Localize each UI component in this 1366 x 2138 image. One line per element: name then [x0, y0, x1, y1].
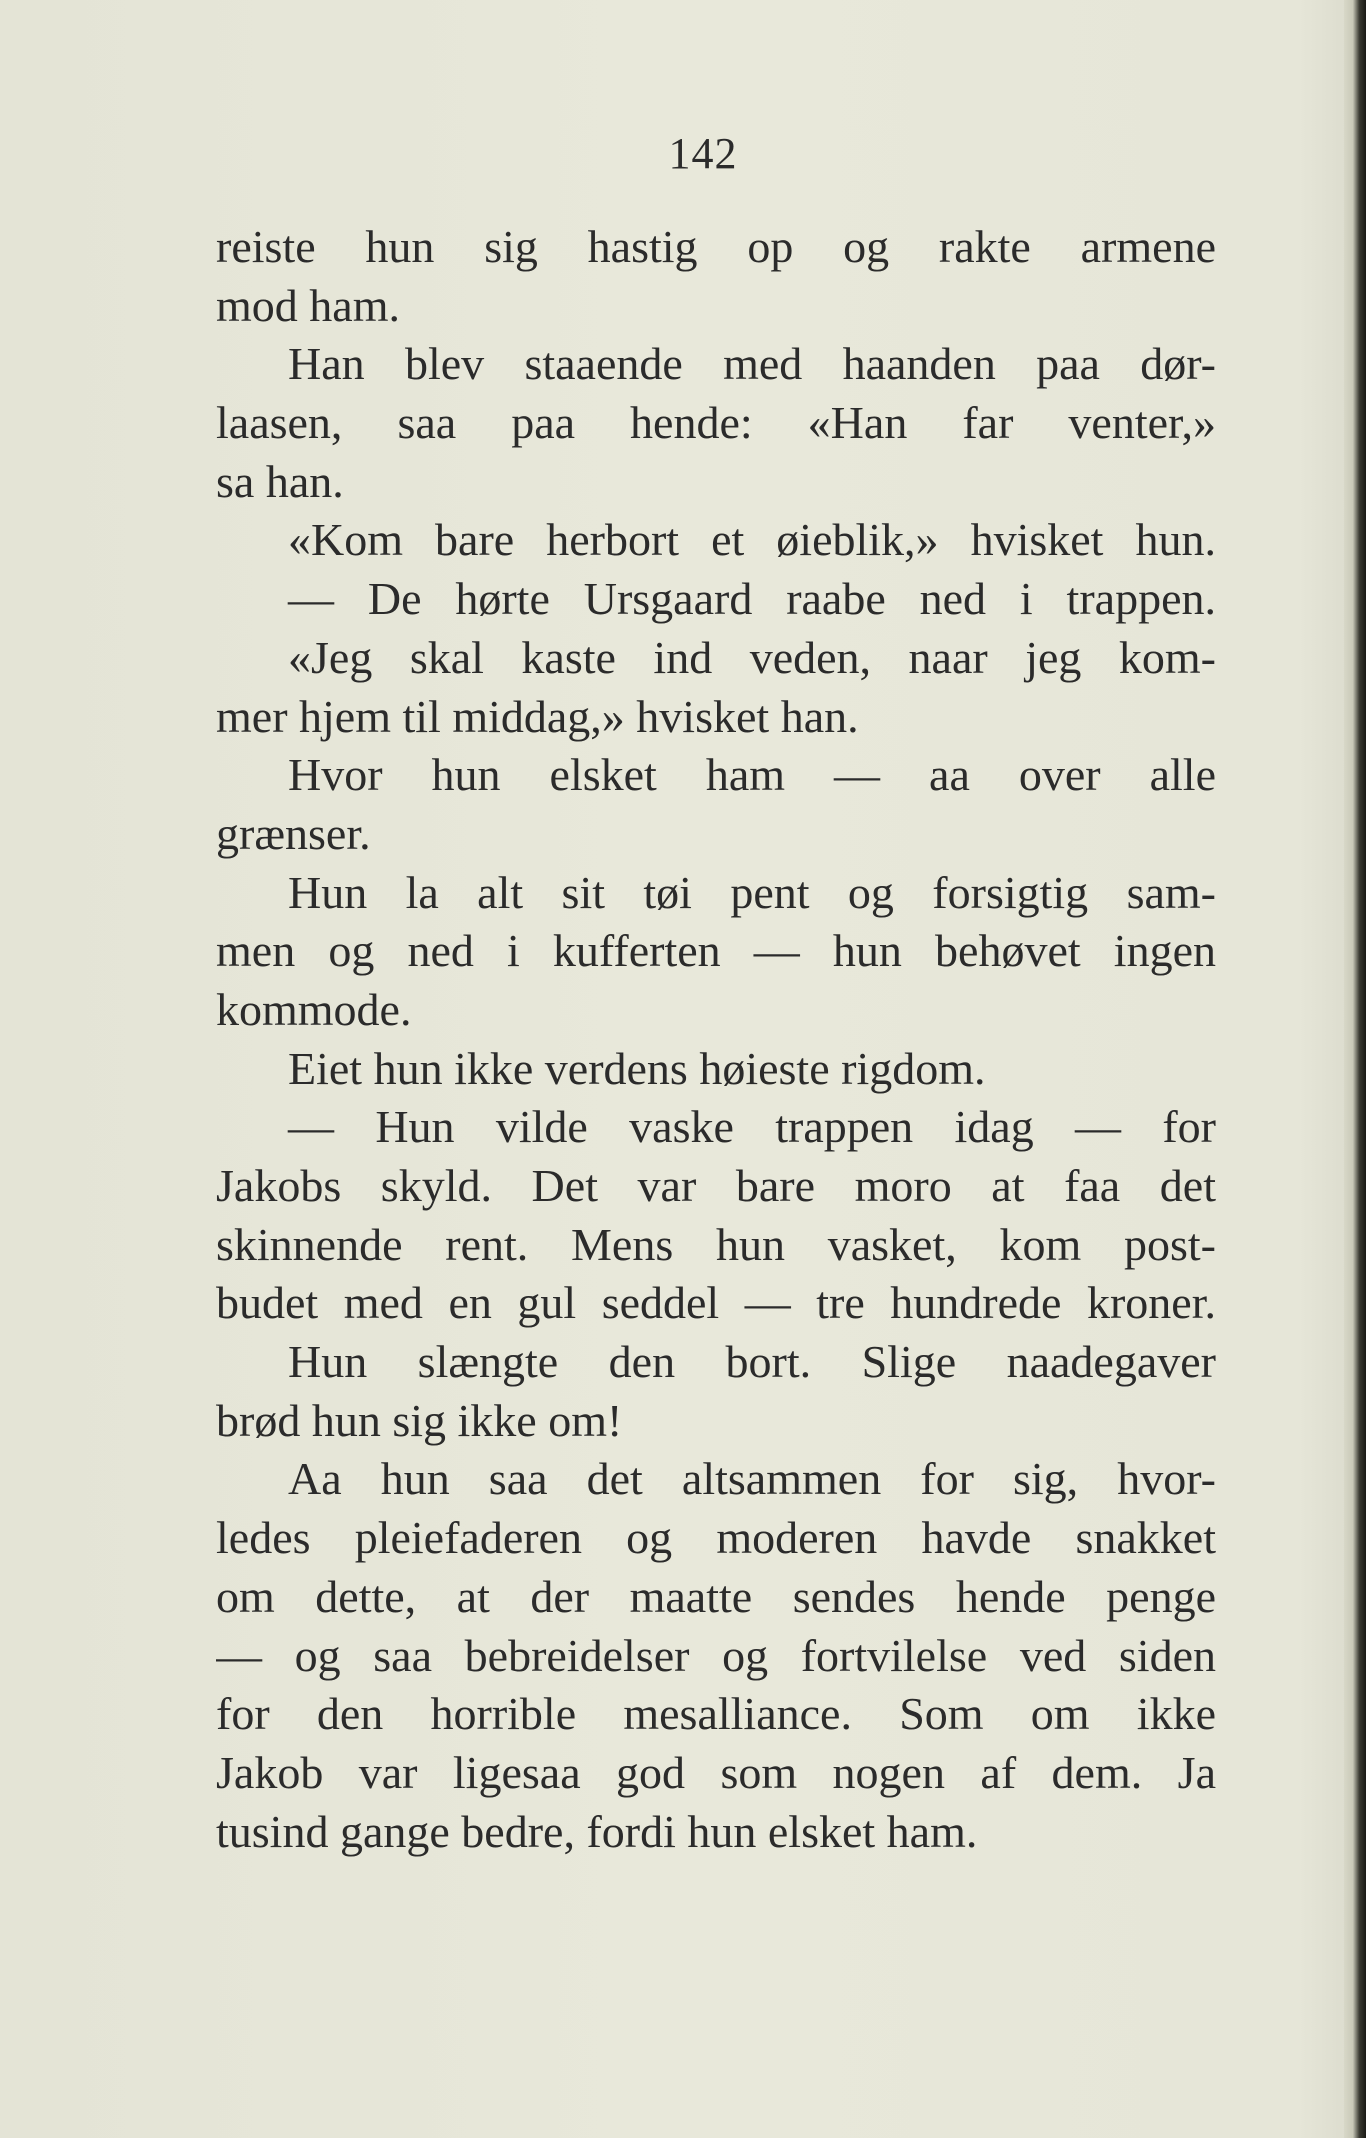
text-line: om dette, at der maatte sendes hende penge — [216, 1570, 1216, 1622]
text-line: tusind gange bedre, fordi hun elsket ham. — [216, 1805, 978, 1857]
text-line: Hun la alt sit tøi pent og forsigtig sam- — [288, 866, 1216, 918]
page-number: 142 — [668, 129, 738, 178]
text-line: Jakob var ligesaa god som nogen af dem. Ja — [216, 1746, 1216, 1798]
text-line: Hvor hun elsket ham — aa over alle — [288, 749, 1216, 801]
text-line: budet med en gul seddel — tre hundrede kroner. — [216, 1277, 1216, 1329]
text-line: Eiet hun ikke verdens høieste rigdom. — [288, 1042, 986, 1094]
text-line: reiste hun sig hastig op og rakte armene — [216, 221, 1216, 272]
text-line: «Jeg skal kaste ind veden, naar jeg kom- — [288, 631, 1216, 683]
body-text — [216, 218, 1216, 1861]
text-line: Han blev staaende med haanden paa dør- — [288, 338, 1216, 390]
text-line: «Kom bare herbort et øieblik,» hvisket hun. — [288, 514, 1216, 566]
text-line: laasen, saa paa hende: «Han far venter,» — [216, 397, 1216, 449]
text-line: Aa hun saa det altsammen for sig, hvor- — [288, 1453, 1216, 1505]
text-line: sa han. — [216, 455, 344, 507]
text-line: for den horrible mesalliance. Som om ikke — [216, 1688, 1216, 1740]
text-line: mer hjem til middag,» hvisket han. — [216, 690, 859, 742]
text-line: brød hun sig ikke om! — [216, 1394, 623, 1446]
text-line: — og saa bebreidelser og fortvilelse ved siden — [216, 1629, 1216, 1681]
text-line: Hun slængte den bort. Slige naadegaver — [288, 1336, 1216, 1388]
text-line: ledes pleiefaderen og moderen havde snakket — [216, 1512, 1216, 1564]
text-line: skinnende rent. Mens hun vasket, kom post- — [216, 1218, 1216, 1270]
text-line: Jakobs skyld. Det var bare moro at faa det — [216, 1160, 1216, 1211]
text-line: kommode. — [216, 983, 412, 1035]
text-line: — De hørte Ursgaard raabe ned i trappen. — [288, 573, 1216, 625]
text-line: grænser. — [216, 807, 371, 859]
text-line: mod ham. — [216, 279, 400, 331]
text-line: — Hun vilde vaske trappen idag — for — [288, 1101, 1216, 1153]
text-line: men og ned i kufferten — hun behøvet ingen — [216, 925, 1216, 977]
page-edge-shadow — [1344, 0, 1366, 2138]
